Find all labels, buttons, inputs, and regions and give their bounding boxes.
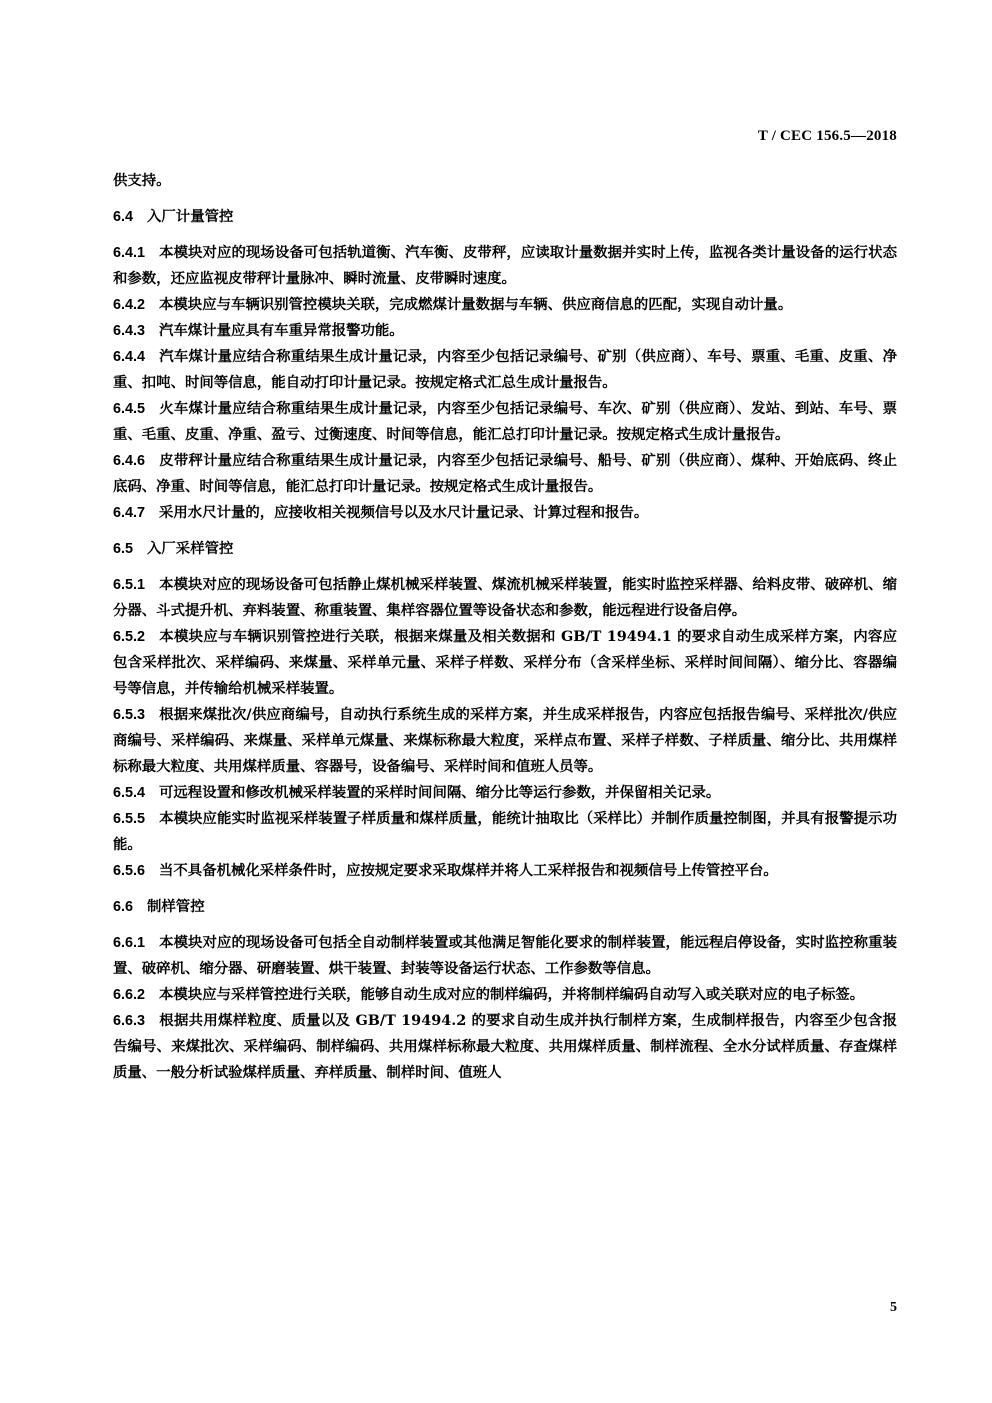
clause-6-4-5: [113, 396, 897, 448]
clause-6-5-3: [113, 702, 897, 780]
clause-6-5-1: [113, 572, 897, 624]
clause-number: 6.5.4: [113, 785, 146, 801]
clause-6-4-2: [113, 292, 897, 318]
clause-6-4-7: [113, 500, 897, 526]
clause-text: 火车煤计量应结合称重结果生成计量记录，内容至少包括记录编号、车次、矿别（供应商）、发站、到站、车号、票重、毛重、皮重、净重、盈亏、过衡速度、时间等信息，能汇总打印计量记录。按规定格式生成计量报告。: [113, 400, 897, 443]
clause-text: 汽车煤计量应结合称重结果生成计量记录，内容至少包括记录编号、矿别（供应商）、车号、票重、毛重、皮重、净重、扣吨、时间等信息，能自动打印计量记录。按规定格式汇总生成计量报告。: [113, 348, 897, 391]
clause-text: 本模块对应的现场设备可包括静止煤机械采样装置、煤流机械采样装置，能实时监控采样器、给料皮带、破碎机、缩分器、斗式提升机、弃料装置、称重装置、集样容器位置等设备状态和参数，能远程进行设备启停。: [113, 576, 897, 619]
section-number: 6.4: [113, 209, 134, 225]
clause-number: 6.6.2: [113, 987, 146, 1003]
section-title: 入厂采样管控: [147, 540, 234, 557]
clause-6-6-1: [113, 930, 897, 982]
clause-number: 6.5.1: [113, 577, 146, 593]
clause-text: 当不具备机械化采样条件时，应按规定要求采取煤样并将人工采样报告和视频信号上传管控平台。: [159, 862, 778, 879]
clause-number: 6.5.5: [113, 811, 146, 827]
clause-6-5-5: [113, 806, 897, 858]
clause-6-4-3: [113, 318, 897, 344]
clause-number: 6.4.1: [113, 245, 146, 261]
clause-number: 6.5.6: [113, 863, 146, 879]
clause-number: 6.4.2: [113, 297, 146, 313]
clause-text: 本模块应与车辆识别管控模块关联，完成燃煤计量数据与车辆、供应商信息的匹配，实现自动计量。: [159, 296, 793, 313]
clause-number: 6.4.6: [113, 453, 146, 469]
clause-6-6-3: [113, 1008, 897, 1086]
section-number: 6.6: [113, 899, 134, 915]
clause-number: 6.4.4: [113, 349, 146, 365]
document-body: [113, 168, 897, 1086]
intro-line: 供支持。: [113, 172, 171, 189]
clause-text: 可远程设置和修改机械采样装置的采样时间间隔、缩分比等运行参数，并保留相关记录。: [159, 784, 721, 801]
page-number: 5: [890, 1300, 897, 1315]
clause-text: 根据共用煤样粒度、质量以及 GB/T 19494.2 的要求自动生成并执行制样方案，生成制样报告，内容至少包含报告编号、来煤批次、采样编码、制样编码、共用煤样标称最大粒度、共用煤样质量、制样流程、全水分试样质量、存查煤样质量、一般分析试验煤样质量、弃样质量、制样时间、值班人: [113, 1012, 897, 1081]
clause-number: 6.4.3: [113, 323, 146, 339]
clause-number: 6.5.3: [113, 707, 146, 723]
section-title: 制样管控: [147, 898, 205, 915]
clause-text: 汽车煤计量应具有车重异常报警功能。: [159, 322, 404, 339]
clause-text: 本模块应能实时监视采样装置子样质量和煤样质量，能统计抽取比（采样比）并制作质量控制图，并具有报警提示功能。: [113, 810, 897, 853]
clause-text: 采用水尺计量的，应接收相关视频信号以及水尺计量记录、计算过程和报告。: [159, 504, 649, 521]
clause-6-6-2: [113, 982, 897, 1008]
clause-text: 本模块应与采样管控进行关联，能够自动生成对应的制样编码，并将制样编码自动写入或关联对应的电子标签。: [159, 986, 865, 1003]
clause-number: 6.6.3: [113, 1013, 146, 1029]
clause-number: 6.4.5: [113, 401, 146, 417]
section-heading-6-5: [113, 536, 897, 562]
clause-text: 本模块对应的现场设备可包括轨道衡、汽车衡、皮带秤，应读取计量数据并实时上传，监视各类计量设备的运行状态和参数，还应监视皮带秤计量脉冲、瞬时流量、皮带瞬时速度。: [113, 244, 897, 287]
section-heading-6-6: [113, 894, 897, 920]
section-number: 6.5: [113, 541, 134, 557]
clause-number: 6.6.1: [113, 935, 146, 951]
clause-6-5-4: [113, 780, 897, 806]
clause-text: 本模块对应的现场设备可包括全自动制样装置或其他满足智能化要求的制样装置，能远程启停设备，实时监控称重装置、破碎机、缩分器、研磨装置、烘干装置、封装等设备运行状态、工作参数等信息。: [113, 934, 897, 977]
clause-6-4-6: [113, 448, 897, 500]
clause-text: 本模块应与车辆识别管控进行关联，根据来煤量及相关数据和 GB/T 19494.1 的要求自动生成采样方案，内容应包含采样批次、采样编码、来煤量、采样单元量、采样子样数、采样分布（含采样坐标、采样时间间隔）、缩分比、容器编号等信息，并传输给机械采样装置。: [113, 628, 897, 697]
clause-number: 6.5.2: [113, 629, 146, 645]
clause-6-4-1: [113, 240, 897, 292]
section-title: 入厂计量管控: [147, 208, 234, 225]
document-header-id: T / CEC 156.5—2018: [757, 128, 897, 144]
clause-text: 皮带秤计量应结合称重结果生成计量记录，内容至少包括记录编号、船号、矿别（供应商）、煤种、开始底码、终止底码、净重、时间等信息，能汇总打印计量记录。按规定格式生成计量报告。: [113, 452, 897, 495]
section-heading-6-4: [113, 204, 897, 230]
clause-6-5-2: [113, 624, 897, 702]
clause-6-4-4: [113, 344, 897, 396]
clause-number: 6.4.7: [113, 505, 146, 521]
clause-text: 根据来煤批次/供应商编号，自动执行系统生成的采样方案，并生成采样报告，内容应包括报告编号、采样批次/供应商编号、采样编码、来煤量、采样单元煤量、来煤标称最大粒度，采样点布置、采样子样数、子样质量、缩分比、共用煤样标称最大粒度、共用煤样质量、容器号，设备编号、采样时间和值班人员等。: [113, 706, 898, 775]
clause-6-5-6: [113, 858, 897, 884]
